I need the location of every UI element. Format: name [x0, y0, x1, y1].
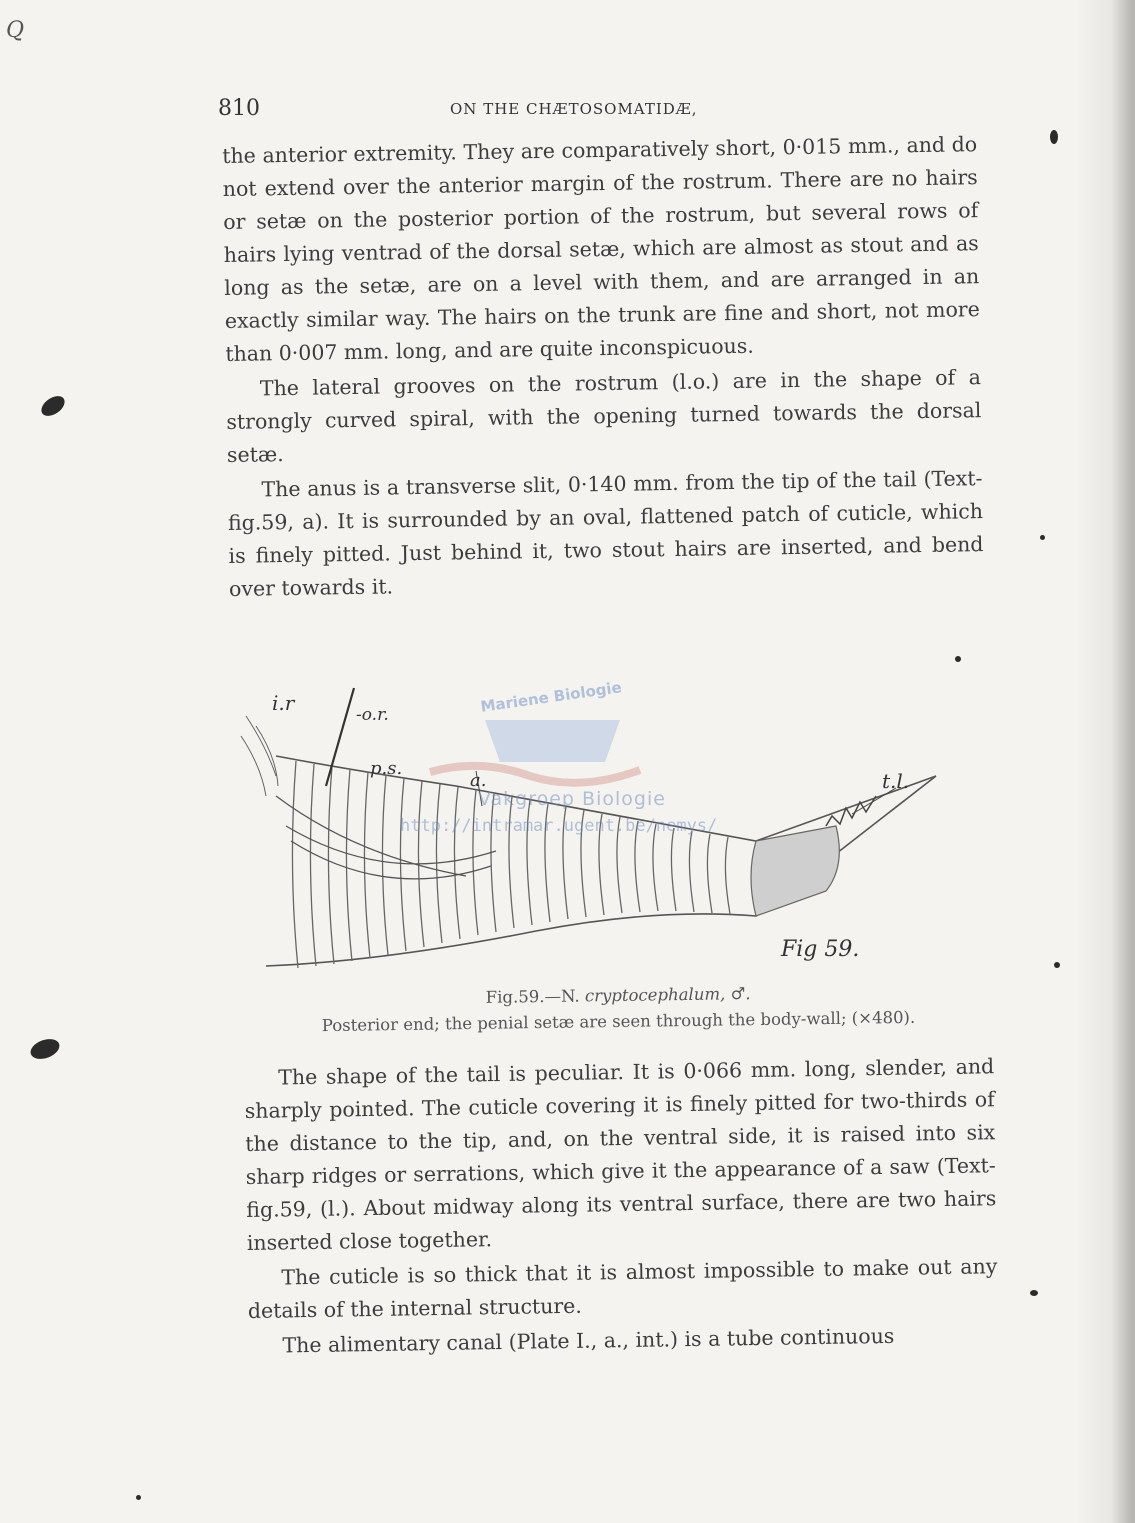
- figure-number-label: Fig 59.: [781, 937, 860, 962]
- pitted-tail-patch: [751, 826, 839, 916]
- paragraph: The alimentary canal (Plate I., a., int.) is a tube continuous: [282, 1323, 895, 1358]
- page-header: [218, 96, 938, 126]
- corner-handwritten-mark: Q: [6, 18, 25, 43]
- body-annule: [364, 772, 370, 958]
- running-title: ON THE CHÆTOSOMATIDÆ,: [450, 100, 698, 118]
- body-annule: [328, 766, 334, 964]
- caption-line-2: Posterior end; the penial setæ are seen through the body-wall; (×480).: [321, 1007, 916, 1036]
- paragraph: The shape of the tail is peculiar. It is 0·066 mm. long, slender, and sharply pointed. The cuticle covering it is finely pitted for two-thirds of the distance to the tip, and, on the ventral side, it is raised into six sharp ridges or serrations, which give it the appearance of a saw (Text-fig.59, (l.). About midway along its ventral surface, there are two hairs inserted close together.: [244, 1054, 997, 1255]
- body-annule: [707, 834, 712, 913]
- body-annule: [310, 764, 316, 966]
- body-annule: [725, 837, 730, 914]
- watermark: [400, 680, 740, 845]
- label-ir: i.r: [272, 691, 295, 715]
- scan-speck: [1030, 1290, 1038, 1296]
- label-a: a.: [470, 770, 487, 791]
- scan-speck: [1050, 130, 1058, 144]
- figure-caption: [258, 978, 979, 1040]
- caption-prefix: Fig.59.—N.: [485, 986, 580, 1007]
- scan-speck: [136, 1495, 141, 1500]
- watermark-url: http://intramar.ugent.be/nemys/: [400, 816, 718, 836]
- paragraph: the anterior extremity. They are comparatively short, 0·015 mm., and do not extend over the anterior margin of the rostrum. There are no hairs or setæ on the posterior portion of the rostrum, but several rows of hairs lying ventrad of the dorsal setæ, which are almost as stout and as long as the setæ, are on a level with them, and are arranged in an exactly similar way. The hairs on the trunk are fine and short, not more than 0·007 mm. long, and are quite inconspicuous.: [222, 132, 980, 366]
- label-tl: t.l.: [882, 769, 910, 793]
- body-annule: [292, 761, 298, 968]
- label-or: -o.r.: [356, 705, 389, 725]
- paragraph: The anus is a transverse slit, 0·140 mm. from the tip of the tail (Text-fig.59, a). It is surrounded by an oval, flattened patch of cuticle, which is finely pitted. Just behind it, two stout hairs are inserted, and bend over towards it.: [227, 466, 984, 601]
- watermark-logo: [400, 680, 740, 790]
- caption-species: cryptocephalum, ♂.: [584, 984, 751, 1006]
- scan-speck: [28, 1035, 62, 1062]
- page-edge-shadow: [1075, 0, 1135, 1523]
- paragraph: The cuticle is so thick that it is almost impossible to make out any details of the internal structure.: [247, 1254, 998, 1323]
- anterior-setae-tuft: [241, 716, 278, 796]
- body-annule: [382, 775, 388, 955]
- watermark-group: Vakgroep Biologie: [478, 788, 666, 810]
- paragraph: The lateral grooves on the rostrum (l.o.) are in the shape of a strongly curved spiral, with the opening turned towards the dorsal setæ.: [226, 365, 982, 467]
- body-text-bottom: [244, 1050, 999, 1363]
- body-text-top: [222, 128, 984, 606]
- scan-speck: [955, 656, 961, 662]
- scan-speck: [38, 392, 68, 420]
- label-ps: p.s.: [370, 758, 403, 779]
- page-number: 810: [218, 96, 260, 121]
- scan-speck: [1054, 962, 1060, 968]
- watermark-title: Mariene Biologie: [479, 678, 623, 716]
- body-annule: [346, 769, 352, 961]
- scan-speck: [1040, 535, 1045, 540]
